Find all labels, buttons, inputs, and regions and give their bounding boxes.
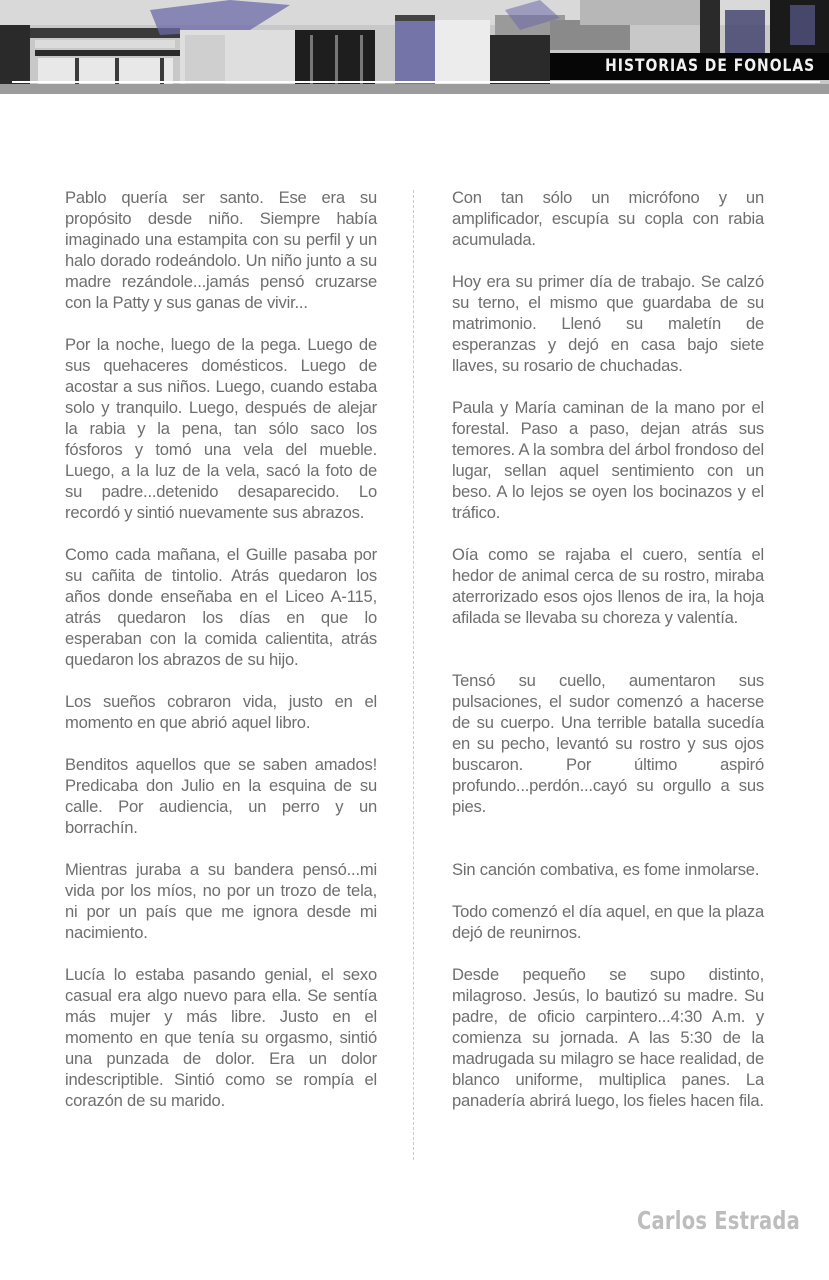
- story-paragraph: Paula y María caminan de la mano por el forestal. Paso a paso, dejan atrás sus temores. A la sombra del árbol frondoso del lugar, sellan aquel sentimiento con un beso. A lo lejos se oyen los bocinazos y el tráfico.: [452, 398, 764, 522]
- story-paragraph: Pablo quería ser santo. Ese era su propósito desde niño. Siempre había imaginado una estampita con su perfil y un halo dorado rodeándolo. Un niño junto a su madre rezándole...jamás pensó cruzarse con la Patty y sus ganas de vivir...: [65, 188, 377, 312]
- author-name: Carlos Estrada: [637, 1206, 800, 1235]
- story-paragraph: Tensó su cuello, aumentaron sus pulsaciones, el sudor comenzó a hacerse de su cuerpo. Una terrible batalla sucedía en su pecho, levantó su rostro y sus ojos buscaron. Por último aspiró profundo...perdón...cayó su orgullo a sus pies.: [452, 671, 764, 816]
- header-banner: [0, 0, 829, 94]
- story-paragraph: Los sueños cobraron vida, justo en el momento en que abrió aquel libro.: [65, 692, 377, 732]
- story-paragraph: Benditos aquellos que se saben amados! Predicaba don Julio en la esquina de su calle. Por audiencia, un perro y un borrachín.: [65, 755, 377, 837]
- column-divider: [413, 190, 414, 1160]
- right-column: [452, 187, 764, 1132]
- story-paragraph: Lucía lo estaba pasando genial, el sexo casual era algo nuevo para ella. Se sentía más mujer y más libre. Justo en el momento en que tenía su orgasmo, sintió una punzada de dolor. Era un dolor indescriptible. Sintió como se rompía el corazón de su marido.: [65, 965, 377, 1110]
- story-paragraph: Desde pequeño se supo distinto, milagroso. Jesús, lo bautizó su madre. Su padre, de oficio carpintero...4:30 A.m. y comienza su jornada. A las 5:30 de la madrugada su milagro se hace realidad, de blanco uniforme, multiplica panes. La panadería abrirá luego, los fieles hacen fila.: [452, 965, 764, 1110]
- story-paragraph: Hoy era su primer día de trabajo. Se calzó su terno, el mismo que guardaba de su matrimonio. Llenó su maletín de esperanzas y dejó en casa bajo siete llaves, su rosario de chuchadas.: [452, 272, 764, 375]
- story-paragraph: Oía como se rajaba el cuero, sentía el hedor de animal cerca de su rostro, miraba aterrorizado esos ojos llenos de ira, la hoja afilada se llevaba su choreza y valentía.: [452, 545, 764, 627]
- story-paragraph: Todo comenzó el día aquel, en que la plaza dejó de reunirnos.: [452, 902, 764, 942]
- header-rule: [12, 81, 820, 83]
- story-paragraph: Sin canción combativa, es fome inmolarse.: [452, 860, 760, 879]
- series-title: HISTORIAS DE FONOLAS: [604, 56, 815, 76]
- story-paragraph: Con tan sólo un micrófono y un amplificador, escupía su copla con rabia acumulada.: [452, 188, 764, 249]
- story-paragraph: Mientras juraba a su bandera pensó...mi vida por los míos, no por un trozo de tela, ni por un país que me ignora desde mi nacimiento.: [65, 860, 377, 942]
- story-paragraph: Como cada mañana, el Guille pasaba por su cañita de tintolio. Atrás quedaron los años donde enseñaba en el Liceo A-115, atrás quedaron los días en que lo esperaban con la comida calientita, atrás quedaron los abrazos de su hijo.: [65, 545, 377, 669]
- story-paragraph: Por la noche, luego de la pega. Luego de sus quehaceres domésticos. Luego de acostar a sus niños. Luego, cuando estaba solo y tranquilo. Luego, después de alejar la rabia y la pena, tan sólo saco los fósforos y tomó una vela del mueble. Luego, a la luz de la vela, sacó la foto de su padre...detenido desaparecido. Lo recordó y sintió nuevamente sus abrazos.: [65, 335, 377, 522]
- left-column: [65, 187, 377, 1132]
